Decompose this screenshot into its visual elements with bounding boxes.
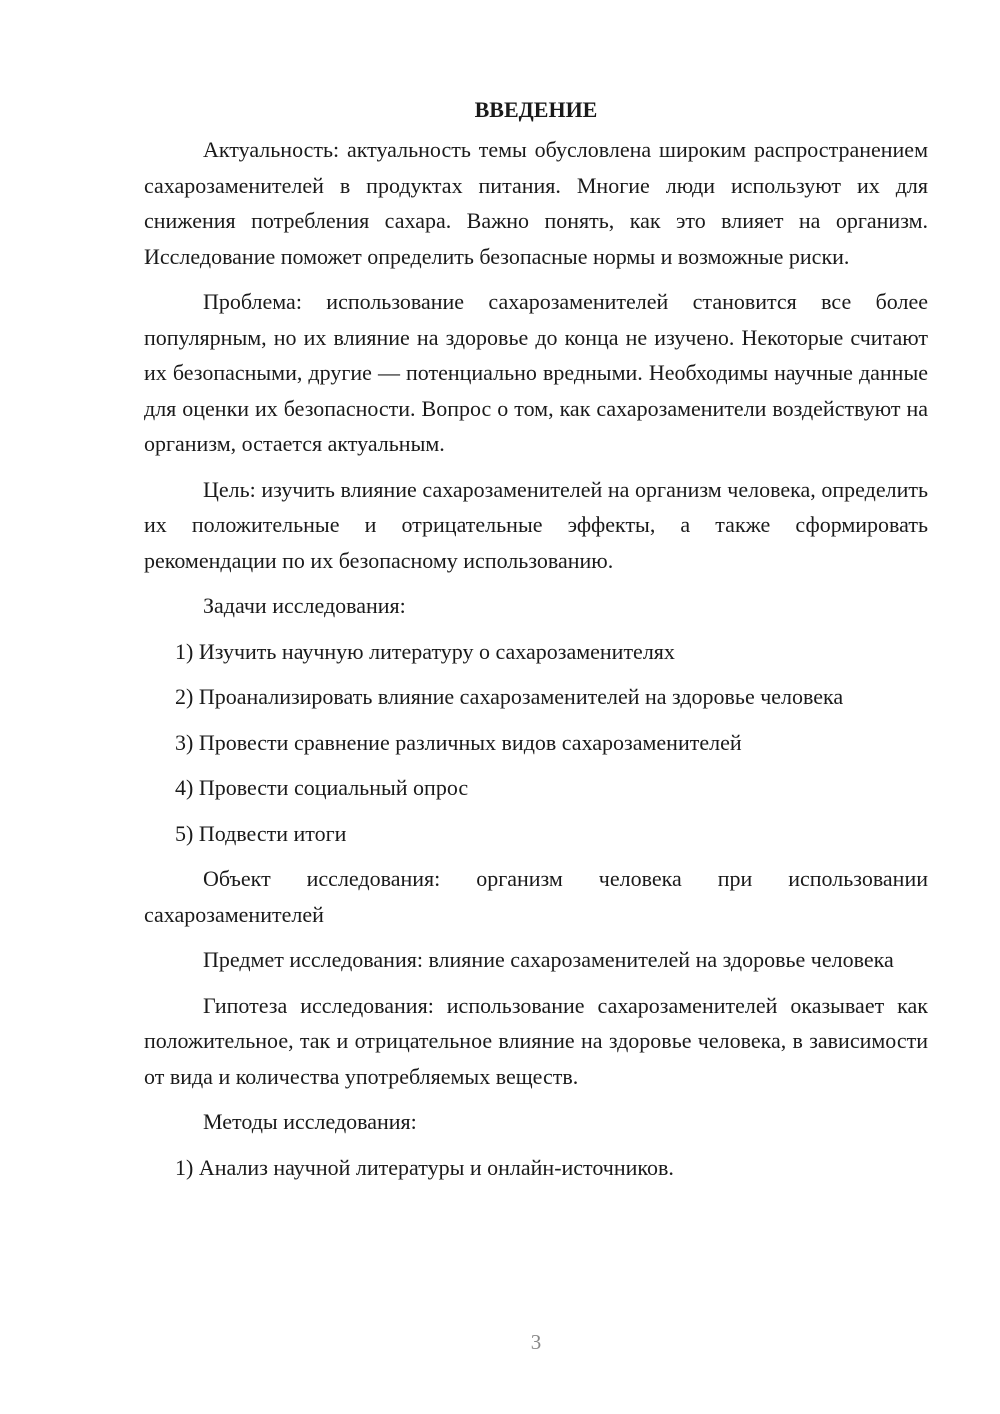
method-item-1: 1) Анализ научной литературы и онлайн-источников. bbox=[175, 1154, 674, 1180]
problem-paragraph: Проблема: использование сахарозаменителей становится все более популярным, но их влияние на здоровье до конца не изучено. Некоторые считают их безопасными, другие — потенциально вредными. Необходимы научные данные для оценки их безопасности. Вопрос о том, как сахарозаменители воздействуют на организм, остается актуальным. bbox=[144, 289, 928, 456]
task-item-2: 2) Проанализировать влияние сахарозаменителей на здоровье человека bbox=[175, 684, 844, 709]
relevance-paragraph: Актуальность: актуальность темы обусловлена широким распространением сахарозаменителей в продуктах питания. Многие люди используют их для снижения потребления сахара. Важно понять, как это влияет на организм. Исследование поможет определить безопасные нормы и возможные риски. bbox=[144, 137, 928, 269]
tasks-heading: Задачи исследования: bbox=[203, 593, 406, 618]
object-paragraph: Объект исследования: организм человека при использовании сахарозаменителей bbox=[144, 866, 928, 927]
page-title: ВВЕДЕНИЕ bbox=[474, 97, 598, 122]
page-number: 3 bbox=[530, 1330, 542, 1354]
task-item-3: 3) Провести сравнение различных видов сахарозаменителей bbox=[175, 729, 742, 755]
hypothesis-paragraph: Гипотеза исследования: использование сахарозаменителей оказывает как положительное, так и отрицательное влияние на здоровье человека, в зависимости от вида и количества употребляемых веществ. bbox=[144, 992, 928, 1089]
task-item-5: 5) Подвести итоги bbox=[175, 820, 347, 846]
task-item-1: 1) Изучить научную литературу о сахарозаменителях bbox=[175, 638, 675, 664]
document-page bbox=[144, 92, 928, 1195]
methods-heading: Методы исследования: bbox=[203, 1109, 417, 1134]
task-item-4: 4) Провести социальный опрос bbox=[175, 775, 469, 800]
subject-paragraph: Предмет исследования: влияние сахарозаменителей на здоровье человека bbox=[203, 947, 894, 972]
goal-paragraph: Цель: изучить влияние сахарозаменителей на организм человека, определить их положительные и отрицательные эффекты, а также сформировать рекомендации по их безопасному использованию. bbox=[144, 476, 928, 573]
